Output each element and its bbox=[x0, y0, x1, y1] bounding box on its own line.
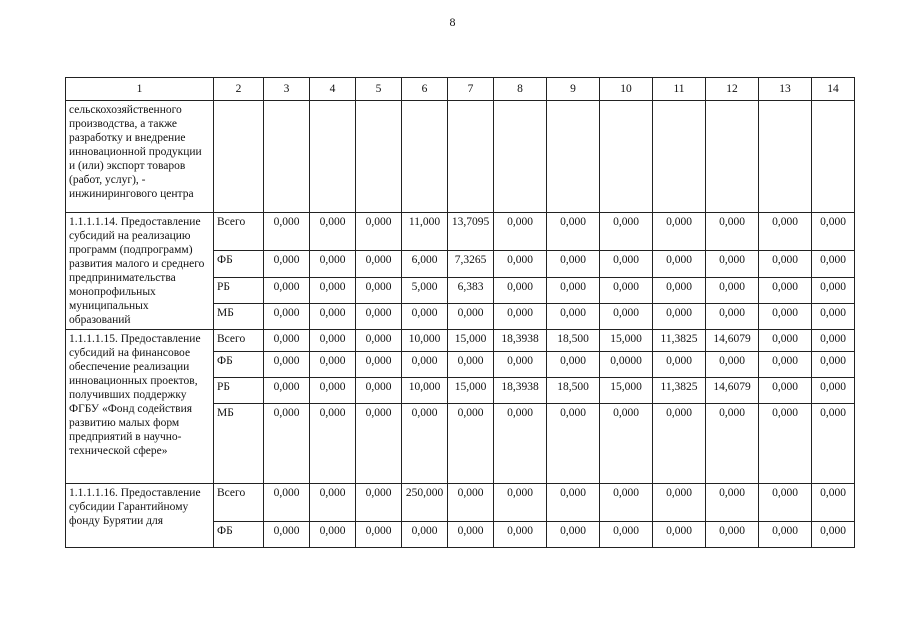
value-cell: 0,000 bbox=[812, 251, 855, 277]
value-cell: 0,000 bbox=[600, 484, 653, 522]
header-cell: 8 bbox=[494, 78, 547, 101]
value-cell: 0,000 bbox=[759, 213, 812, 251]
value-cell: 18,500 bbox=[547, 378, 600, 404]
value-cell: 0,000 bbox=[653, 251, 706, 277]
value-cell: 250,000 bbox=[402, 484, 448, 522]
value-cell: 0,000 bbox=[494, 484, 547, 522]
page-number: 8 bbox=[449, 15, 456, 29]
header-cell: 10 bbox=[600, 78, 653, 101]
value-cell: 0,000 bbox=[706, 251, 759, 277]
continuation-text: сельскохозяйственного производства, а также разработку и внедрение инновационной продукции и (или) экспорт товаров (работ, услуг), - инжинирингового центра bbox=[66, 101, 214, 213]
value-cell: 0,000 bbox=[448, 303, 494, 329]
value-cell: 15,000 bbox=[448, 378, 494, 404]
value-cell: 0,000 bbox=[356, 352, 402, 378]
value-cell: 7,3265 bbox=[448, 251, 494, 277]
value-cell: 0,000 bbox=[448, 484, 494, 522]
value-cell: 0,000 bbox=[494, 277, 547, 303]
header-cell: 2 bbox=[214, 78, 264, 101]
value-cell: 0,000 bbox=[310, 522, 356, 548]
value-cell: 0,000 bbox=[494, 522, 547, 548]
value-cell: 11,3825 bbox=[653, 330, 706, 352]
value-cell: 0,000 bbox=[264, 522, 310, 548]
value-cell: 0,000 bbox=[547, 404, 600, 484]
value-cell: 0,000 bbox=[494, 303, 547, 329]
value-cell: 0,000 bbox=[706, 522, 759, 548]
value-cell: 0,000 bbox=[310, 484, 356, 522]
value-cell: 0,000 bbox=[264, 378, 310, 404]
value-cell: 5,000 bbox=[402, 277, 448, 303]
value-cell: 0,000 bbox=[547, 277, 600, 303]
empty-cell bbox=[356, 101, 402, 213]
value-cell: 0,000 bbox=[356, 213, 402, 251]
value-cell: 0,000 bbox=[706, 404, 759, 484]
measure-name: 1.1.1.1.14. Предоставление субсидий на реализацию программ (подпрограмм) развития малого и среднего предпринимательства монопрофильных муниципальных образований bbox=[66, 213, 214, 330]
continuation-row bbox=[66, 101, 855, 213]
empty-cell bbox=[759, 101, 812, 213]
value-cell: 0,000 bbox=[264, 484, 310, 522]
value-cell: 0,000 bbox=[812, 378, 855, 404]
measure-name: 1.1.1.1.16. Предоставление субсидии Гарантийному фонду Бурятии для bbox=[66, 484, 214, 548]
value-cell: 15,000 bbox=[600, 330, 653, 352]
header-cell: 5 bbox=[356, 78, 402, 101]
value-cell: 0,000 bbox=[356, 303, 402, 329]
value-cell: 0,000 bbox=[706, 277, 759, 303]
value-cell: 0,000 bbox=[494, 352, 547, 378]
value-cell: 0,000 bbox=[812, 213, 855, 251]
empty-cell bbox=[600, 101, 653, 213]
funding-source: Всего bbox=[214, 484, 264, 522]
value-cell: 0,000 bbox=[356, 330, 402, 352]
value-cell: 0,000 bbox=[310, 330, 356, 352]
value-cell: 0,0000 bbox=[600, 352, 653, 378]
empty-cell bbox=[812, 101, 855, 213]
value-cell: 11,3825 bbox=[653, 378, 706, 404]
value-cell: 0,000 bbox=[653, 404, 706, 484]
value-cell: 0,000 bbox=[264, 330, 310, 352]
value-cell: 0,000 bbox=[310, 352, 356, 378]
funding-source: МБ bbox=[214, 303, 264, 329]
funding-source: МБ bbox=[214, 404, 264, 484]
value-cell: 0,000 bbox=[356, 484, 402, 522]
table-row bbox=[66, 484, 855, 522]
value-cell: 0,000 bbox=[356, 251, 402, 277]
header-cell: 9 bbox=[547, 78, 600, 101]
value-cell: 0,000 bbox=[494, 213, 547, 251]
funding-source: Всего bbox=[214, 330, 264, 352]
header-cell: 12 bbox=[706, 78, 759, 101]
value-cell: 0,000 bbox=[759, 404, 812, 484]
value-cell: 0,000 bbox=[448, 404, 494, 484]
value-cell: 0,000 bbox=[812, 277, 855, 303]
value-cell: 0,000 bbox=[812, 404, 855, 484]
value-cell: 11,000 bbox=[402, 213, 448, 251]
funding-source: ФБ bbox=[214, 522, 264, 548]
value-cell: 10,000 bbox=[402, 330, 448, 352]
value-cell: 0,000 bbox=[356, 378, 402, 404]
empty-cell bbox=[264, 101, 310, 213]
value-cell: 0,000 bbox=[600, 404, 653, 484]
value-cell: 0,000 bbox=[653, 277, 706, 303]
value-cell: 0,000 bbox=[600, 522, 653, 548]
empty-cell bbox=[448, 101, 494, 213]
value-cell: 0,000 bbox=[402, 404, 448, 484]
value-cell: 0,000 bbox=[264, 213, 310, 251]
value-cell: 0,000 bbox=[264, 303, 310, 329]
value-cell: 0,000 bbox=[402, 522, 448, 548]
value-cell: 18,3938 bbox=[494, 330, 547, 352]
value-cell: 0,000 bbox=[759, 277, 812, 303]
value-cell: 0,000 bbox=[706, 352, 759, 378]
funding-source: РБ bbox=[214, 277, 264, 303]
value-cell: 0,000 bbox=[600, 213, 653, 251]
header-cell: 6 bbox=[402, 78, 448, 101]
header-row bbox=[66, 78, 855, 101]
value-cell: 0,000 bbox=[494, 251, 547, 277]
value-cell: 6,383 bbox=[448, 277, 494, 303]
value-cell: 0,000 bbox=[812, 330, 855, 352]
value-cell: 0,000 bbox=[547, 251, 600, 277]
value-cell: 0,000 bbox=[759, 378, 812, 404]
value-cell: 0,000 bbox=[356, 277, 402, 303]
value-cell: 14,6079 bbox=[706, 330, 759, 352]
table-row bbox=[66, 330, 855, 352]
value-cell: 0,000 bbox=[547, 352, 600, 378]
value-cell: 0,000 bbox=[759, 330, 812, 352]
value-cell: 0,000 bbox=[547, 522, 600, 548]
header-cell: 14 bbox=[812, 78, 855, 101]
value-cell: 0,000 bbox=[310, 378, 356, 404]
value-cell: 0,000 bbox=[706, 484, 759, 522]
empty-cell bbox=[402, 101, 448, 213]
value-cell: 15,000 bbox=[600, 378, 653, 404]
value-cell: 0,000 bbox=[706, 213, 759, 251]
funding-source: ФБ bbox=[214, 352, 264, 378]
table-row bbox=[66, 213, 855, 251]
empty-cell bbox=[653, 101, 706, 213]
value-cell: 0,000 bbox=[759, 303, 812, 329]
value-cell: 0,000 bbox=[653, 352, 706, 378]
value-cell: 0,000 bbox=[264, 277, 310, 303]
value-cell: 0,000 bbox=[310, 404, 356, 484]
value-cell: 0,000 bbox=[653, 303, 706, 329]
value-cell: 0,000 bbox=[759, 484, 812, 522]
value-cell: 0,000 bbox=[402, 352, 448, 378]
value-cell: 0,000 bbox=[310, 303, 356, 329]
value-cell: 0,000 bbox=[653, 213, 706, 251]
header-cell: 1 bbox=[66, 78, 214, 101]
value-cell: 0,000 bbox=[812, 484, 855, 522]
value-cell: 0,000 bbox=[448, 352, 494, 378]
value-cell: 0,000 bbox=[600, 277, 653, 303]
value-cell: 13,7095 bbox=[448, 213, 494, 251]
value-cell: 0,000 bbox=[812, 352, 855, 378]
header-cell: 7 bbox=[448, 78, 494, 101]
value-cell: 0,000 bbox=[759, 352, 812, 378]
value-cell: 0,000 bbox=[653, 484, 706, 522]
value-cell: 0,000 bbox=[600, 303, 653, 329]
value-cell: 0,000 bbox=[310, 213, 356, 251]
value-cell: 0,000 bbox=[653, 522, 706, 548]
header-cell: 4 bbox=[310, 78, 356, 101]
value-cell: 0,000 bbox=[706, 303, 759, 329]
value-cell: 6,000 bbox=[402, 251, 448, 277]
value-cell: 15,000 bbox=[448, 330, 494, 352]
value-cell: 0,000 bbox=[547, 303, 600, 329]
value-cell: 0,000 bbox=[812, 522, 855, 548]
empty-cell bbox=[547, 101, 600, 213]
funding-source: Всего bbox=[214, 213, 264, 251]
value-cell: 0,000 bbox=[310, 277, 356, 303]
value-cell: 0,000 bbox=[547, 213, 600, 251]
empty-cell bbox=[310, 101, 356, 213]
value-cell: 0,000 bbox=[600, 251, 653, 277]
value-cell: 0,000 bbox=[547, 484, 600, 522]
value-cell: 0,000 bbox=[310, 251, 356, 277]
value-cell: 0,000 bbox=[494, 404, 547, 484]
header-cell: 11 bbox=[653, 78, 706, 101]
value-cell: 10,000 bbox=[402, 378, 448, 404]
empty-cell bbox=[494, 101, 547, 213]
funding-source: РБ bbox=[214, 378, 264, 404]
value-cell: 0,000 bbox=[356, 404, 402, 484]
empty-cell bbox=[214, 101, 264, 213]
value-cell: 0,000 bbox=[448, 522, 494, 548]
header-cell: 13 bbox=[759, 78, 812, 101]
value-cell: 0,000 bbox=[264, 352, 310, 378]
value-cell: 0,000 bbox=[356, 522, 402, 548]
value-cell: 0,000 bbox=[264, 404, 310, 484]
value-cell: 18,3938 bbox=[494, 378, 547, 404]
header-cell: 3 bbox=[264, 78, 310, 101]
empty-cell bbox=[706, 101, 759, 213]
measure-name: 1.1.1.1.15. Предоставление субсидий на финансовое обеспечение реализации инновационных проектов, получивших поддержку ФГБУ «Фонд содействия развитию малых форм предприятий в научно-технической сфере» bbox=[66, 330, 214, 484]
value-cell: 14,6079 bbox=[706, 378, 759, 404]
value-cell: 0,000 bbox=[759, 251, 812, 277]
value-cell: 18,500 bbox=[547, 330, 600, 352]
budget-table bbox=[65, 77, 855, 548]
funding-source: ФБ bbox=[214, 251, 264, 277]
value-cell: 0,000 bbox=[264, 251, 310, 277]
value-cell: 0,000 bbox=[759, 522, 812, 548]
value-cell: 0,000 bbox=[402, 303, 448, 329]
value-cell: 0,000 bbox=[812, 303, 855, 329]
